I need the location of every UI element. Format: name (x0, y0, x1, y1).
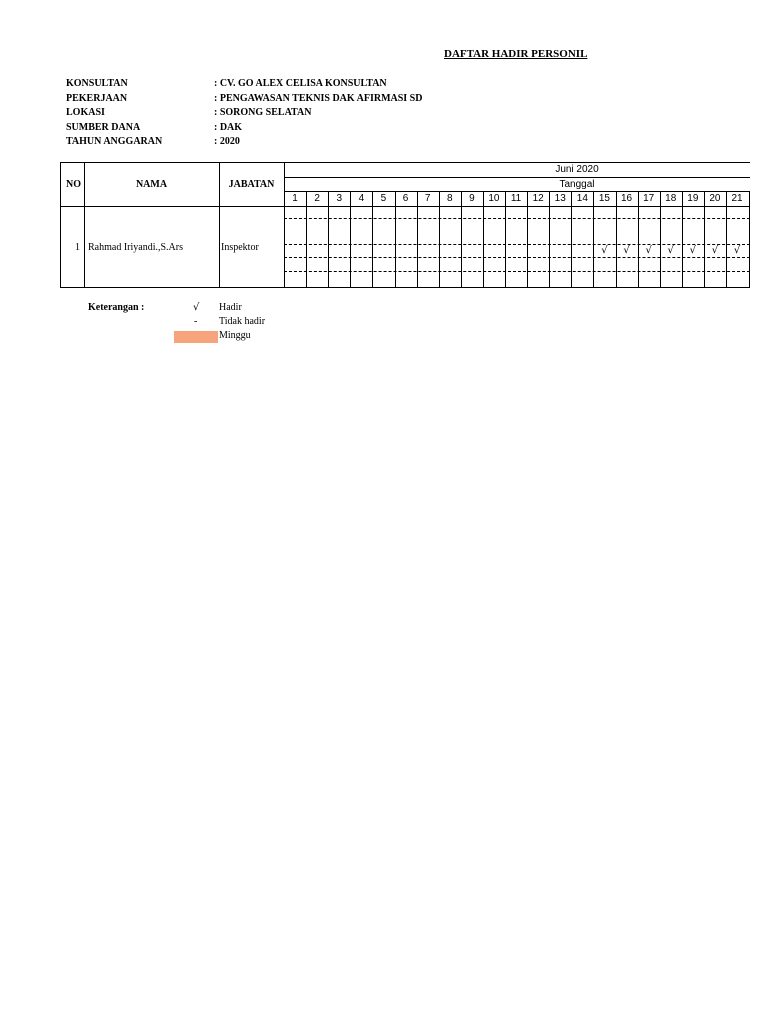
attendance-mark (505, 244, 527, 257)
day-header: 11 (510, 193, 522, 204)
col-header-nama: NAMA (135, 178, 168, 190)
legend-text-minggu: Minggu (219, 330, 251, 341)
info-label: PEKERJAAN (66, 92, 128, 104)
legend-text-hadir: Hadir (219, 302, 242, 313)
info-label: LOKASI (66, 107, 105, 118)
attendance-mark (395, 244, 417, 257)
attendance-mark (439, 244, 461, 257)
attendance-mark: √ (667, 245, 674, 256)
info-label: TAHUN ANGGARAN (66, 136, 163, 147)
attendance-table (60, 162, 750, 289)
row-dashed-line (284, 218, 750, 219)
attendance-mark (549, 244, 571, 257)
day-header: 1 (292, 193, 298, 204)
attendance-mark (328, 244, 350, 257)
row-jabatan: Inspektor (221, 241, 259, 253)
table-border (749, 191, 750, 288)
attendance-mark (417, 244, 439, 257)
col-header-jabatan: JABATAN (228, 178, 275, 190)
day-header: 6 (402, 193, 409, 204)
info-value: : CV. GO ALEX CELISA KONSULTAN (214, 78, 387, 89)
day-header: 10 (488, 193, 500, 204)
legend-text-tidak-hadir: Tidak hadir (219, 316, 266, 327)
attendance-mark (483, 244, 505, 257)
info-value: : DAK (214, 121, 243, 133)
day-header: 12 (532, 193, 544, 204)
day-header: 13 (554, 193, 566, 204)
day-header: 15 (598, 193, 610, 204)
day-header: 20 (709, 193, 721, 204)
attendance-mark: √ (689, 245, 697, 256)
attendance-mark (461, 244, 483, 257)
attendance-mark (372, 244, 394, 257)
page-title: DAFTAR HADIR PERSONIL (444, 48, 588, 60)
attendance-mark: √ (645, 245, 652, 256)
day-header: 21 (731, 193, 743, 204)
attendance-mark: √ (733, 245, 741, 256)
attendance-mark (350, 244, 372, 257)
day-header: 18 (665, 193, 677, 204)
attendance-mark: √ (623, 245, 630, 256)
row-nama: Rahmad Iriyandi.,S.Ars (88, 241, 183, 253)
legend-symbol-hadir: √ (193, 302, 200, 313)
day-header: 5 (380, 193, 387, 204)
day-header: 3 (336, 193, 343, 204)
day-header: 14 (576, 193, 588, 204)
row-dashed-line (284, 257, 750, 258)
day-header: 19 (687, 193, 699, 204)
day-header: 9 (469, 193, 475, 204)
attendance-mark: √ (711, 245, 719, 256)
attendance-mark (571, 244, 593, 257)
legend-symbol-tidak-hadir: - (194, 316, 198, 327)
attendance-mark (527, 244, 549, 257)
row-no: 1 (75, 241, 80, 253)
info-label: SUMBER DANA (66, 121, 141, 133)
month-header: Juni 2020 (555, 164, 599, 175)
day-header: 17 (643, 193, 655, 204)
info-label: KONSULTAN (66, 78, 128, 89)
day-header: 4 (358, 193, 365, 204)
attendance-mark (306, 244, 328, 257)
day-header: 16 (620, 193, 633, 204)
info-value: : SORONG SELATAN (214, 107, 312, 118)
attendance-mark: √ (601, 245, 608, 256)
day-header: 8 (446, 193, 453, 204)
day-header: 2 (314, 193, 320, 204)
date-label-header: Tanggal (559, 178, 595, 190)
day-header: 7 (424, 193, 431, 204)
info-value: : PENGAWASAN TEKNIS DAK AFIRMASI SD (214, 92, 423, 104)
col-header-no: NO (66, 178, 81, 190)
legend-swatch-minggu (174, 331, 218, 343)
attendance-mark (284, 244, 306, 257)
legend-label: Keterangan : (88, 302, 145, 313)
row-dashed-line (284, 271, 750, 272)
info-value: : 2020 (214, 136, 240, 147)
